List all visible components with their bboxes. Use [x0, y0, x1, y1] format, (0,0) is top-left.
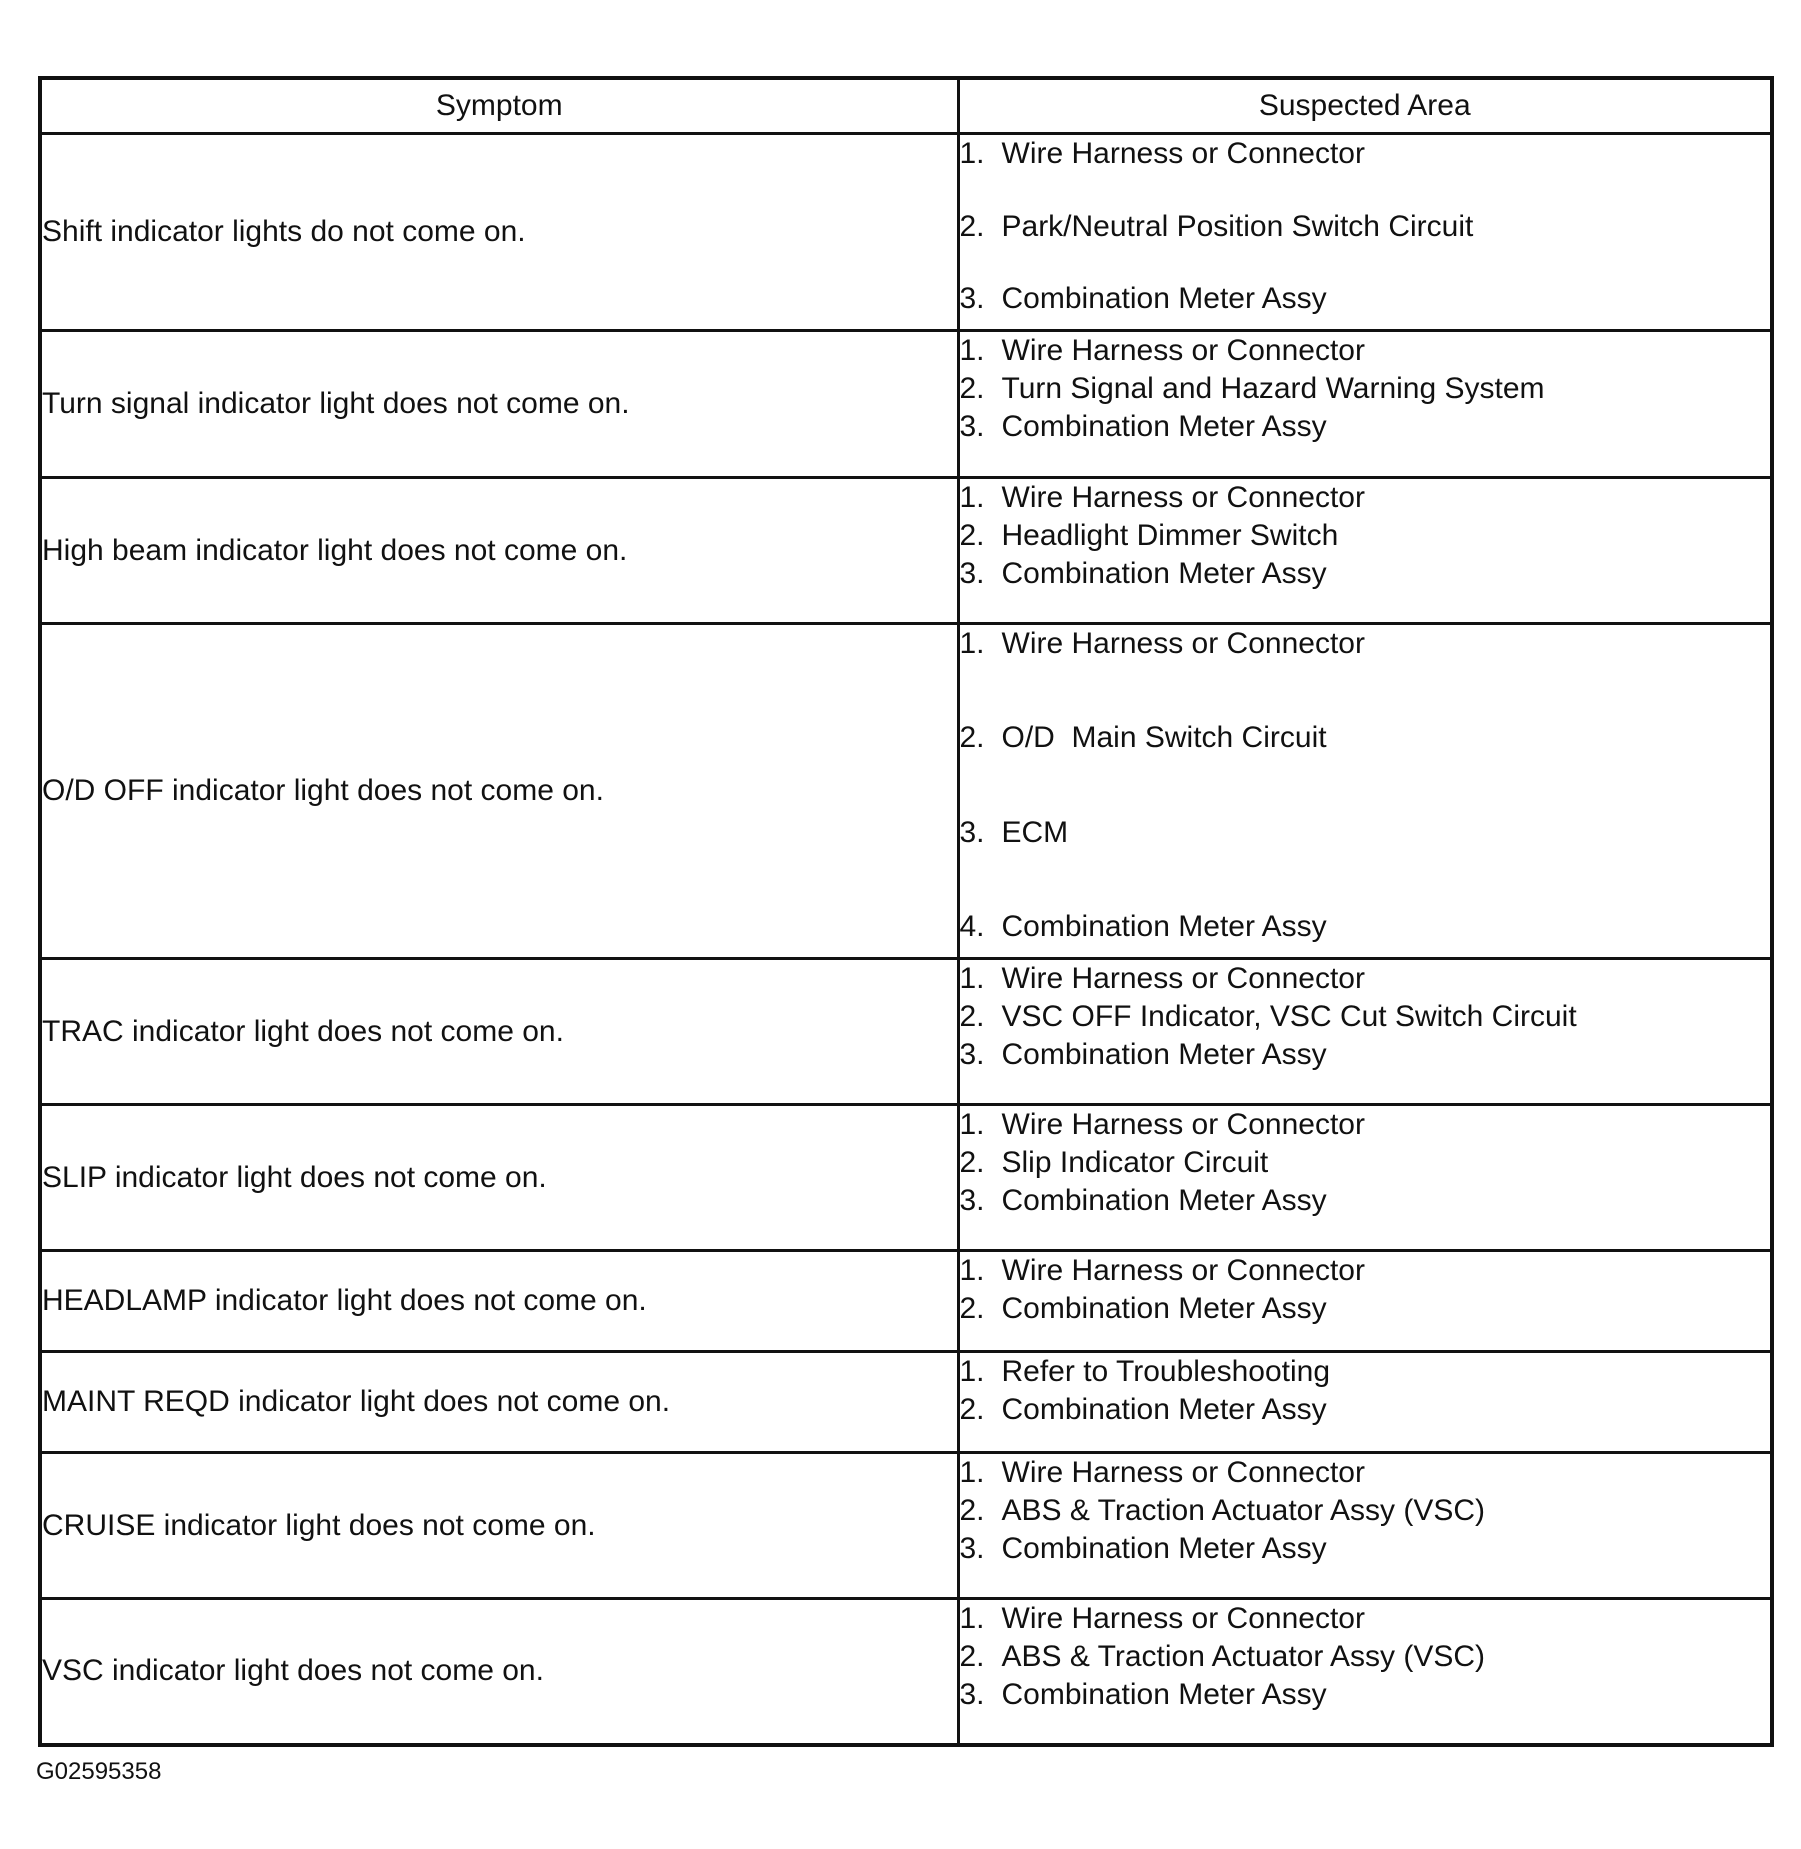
suspected-area-item: [960, 1182, 1771, 1220]
item-number: 2.: [959, 209, 985, 243]
item-text: Wire Harness or Connector: [1001, 1456, 1365, 1489]
suspected-area-list: [960, 625, 1771, 946]
item-text: Combination Meter Assy: [1001, 1184, 1327, 1217]
suspected-area-item: [960, 1638, 1771, 1676]
item-number: 4.: [959, 909, 985, 943]
suspected-area-cell: [958, 1352, 1772, 1453]
item-number: 3.: [959, 815, 985, 849]
item-text: Combination Meter Assy: [1001, 557, 1327, 590]
item-text: Park/Neutral Position Switch Circuit: [1001, 209, 1474, 243]
suspected-area-list: [960, 960, 1771, 1074]
suspected-area-cell: [958, 1453, 1772, 1599]
symptom-cell: SLIP indicator light does not come on.: [40, 1105, 958, 1251]
suspected-area-item: [960, 1676, 1771, 1714]
suspected-area-list: [960, 1252, 1771, 1328]
table-row: [40, 478, 1772, 624]
symptom-cell: O/D OFF indicator light does not come on.: [40, 624, 958, 959]
item-text: O/D Main Switch Circuit: [1001, 721, 1327, 755]
suspected-area-item: [960, 1454, 1771, 1492]
suspected-area-list: [960, 1353, 1771, 1429]
item-number: 1.: [959, 1602, 985, 1635]
item-text: Turn Signal and Hazard Warning System: [1001, 372, 1545, 405]
symptom-cell: CRUISE indicator light does not come on.: [40, 1453, 958, 1599]
suspected-area-item: [960, 370, 1771, 408]
table-row: [40, 331, 1772, 478]
suspected-area-cell: [958, 1599, 1772, 1745]
item-number: 1.: [959, 627, 985, 660]
suspected-area-item: [960, 908, 1771, 946]
item-number: 2.: [959, 1146, 985, 1179]
symptom-column-header: Symptom: [40, 78, 958, 134]
suspected-area-list: [960, 1454, 1771, 1568]
item-text: Wire Harness or Connector: [1001, 962, 1365, 995]
item-number: 2.: [959, 721, 985, 755]
item-text: Combination Meter Assy: [1001, 1292, 1327, 1325]
item-number: 1.: [959, 962, 985, 995]
suspected-area-item: [960, 998, 1771, 1036]
suspected-area-list: [960, 1600, 1771, 1714]
suspected-area-list: [960, 332, 1771, 446]
table-row: [40, 1105, 1772, 1251]
item-number: 3.: [959, 410, 985, 443]
item-text: Wire Harness or Connector: [1001, 481, 1365, 514]
suspected-area-item: [960, 1106, 1771, 1144]
suspected-area-item: [960, 625, 1771, 663]
problem-symptoms-table: [38, 76, 1774, 1747]
suspected-area-item: [960, 1144, 1771, 1182]
item-text: VSC OFF Indicator, VSC Cut Switch Circuit: [1001, 1000, 1577, 1033]
item-number: 2.: [959, 372, 985, 405]
item-number: 1.: [959, 481, 985, 514]
item-text: ABS & Traction Actuator Assy (VSC): [1001, 1640, 1486, 1673]
suspected-area-item: [960, 1391, 1771, 1429]
item-text: Combination Meter Assy: [1001, 909, 1327, 943]
suspected-area-item: [960, 332, 1771, 370]
symptom-cell: MAINT REQD indicator light does not come on.: [40, 1352, 958, 1453]
suspected-area-cell: [958, 134, 1772, 331]
suspected-area-item: [960, 960, 1771, 998]
item-text: Combination Meter Assy: [1001, 1678, 1327, 1711]
symptom-cell: VSC indicator light does not come on.: [40, 1599, 958, 1745]
suspected-area-item: [960, 1036, 1771, 1074]
suspected-area-item: [960, 135, 1771, 173]
item-text: ABS & Traction Actuator Assy (VSC): [1001, 1494, 1486, 1527]
suspected-area-cell: [958, 959, 1772, 1105]
suspected-area-item: [960, 1252, 1771, 1290]
item-text: Refer to Troubleshooting: [1001, 1355, 1331, 1388]
suspected-area-column-header: Suspected Area: [958, 78, 1772, 134]
suspected-area-item: [960, 280, 1771, 318]
item-text: Wire Harness or Connector: [1001, 1602, 1365, 1635]
table-row: [40, 959, 1772, 1105]
suspected-area-item: [960, 1290, 1771, 1328]
suspected-area-cell: [958, 1105, 1772, 1251]
item-number: 3.: [959, 1184, 985, 1217]
symptom-cell: High beam indicator light does not come on.: [40, 478, 958, 624]
item-number: 2.: [959, 1393, 985, 1426]
item-number: 3.: [959, 557, 985, 590]
table-row: [40, 624, 1772, 959]
suspected-area-item: [960, 1530, 1771, 1568]
item-number: 1.: [959, 334, 985, 367]
item-number: 2.: [959, 519, 985, 552]
item-text: Wire Harness or Connector: [1001, 334, 1365, 367]
suspected-area-cell: [958, 624, 1772, 959]
item-text: Wire Harness or Connector: [1001, 1108, 1365, 1141]
suspected-area-item: [960, 479, 1771, 517]
item-text: Wire Harness or Connector: [1001, 137, 1365, 170]
symptom-cell: TRAC indicator light does not come on.: [40, 959, 958, 1105]
item-number: 2.: [959, 1494, 985, 1527]
suspected-area-item: [960, 517, 1771, 555]
item-number: 2.: [959, 1292, 985, 1325]
suspected-area-list: [960, 1106, 1771, 1220]
item-number: 1.: [959, 1456, 985, 1489]
item-number: 3.: [959, 282, 985, 315]
suspected-area-item: [960, 814, 1771, 852]
item-number: 1.: [959, 1355, 985, 1388]
item-text: Wire Harness or Connector: [1001, 1254, 1365, 1287]
item-text: Combination Meter Assy: [1001, 1532, 1327, 1565]
suspected-area-item: [960, 1600, 1771, 1638]
table-header-row: [40, 78, 1772, 134]
suspected-area-item: [960, 408, 1771, 446]
figure-id: G02595358: [36, 1758, 162, 1785]
table-row: [40, 1453, 1772, 1599]
suspected-area-list: [960, 479, 1771, 593]
symptom-cell: Turn signal indicator light does not come on.: [40, 331, 958, 478]
table-row: [40, 1599, 1772, 1745]
symptom-cell: Shift indicator lights do not come on.: [40, 134, 958, 331]
item-text: ECM: [1001, 815, 1069, 849]
item-number: 2.: [959, 1000, 985, 1033]
item-number: 1.: [959, 1254, 985, 1287]
table-row: [40, 1352, 1772, 1453]
item-number: 1.: [959, 137, 985, 170]
item-number: 3.: [959, 1532, 985, 1565]
suspected-area-list: [960, 135, 1771, 318]
suspected-area-item: [960, 1492, 1771, 1530]
item-number: 2.: [959, 1640, 985, 1673]
symptom-cell: HEADLAMP indicator light does not come on.: [40, 1251, 958, 1352]
item-number: 3.: [959, 1678, 985, 1711]
item-text: Combination Meter Assy: [1001, 410, 1327, 443]
table-row: [40, 134, 1772, 331]
item-text: Headlight Dimmer Switch: [1001, 519, 1339, 552]
item-number: 3.: [959, 1038, 985, 1071]
suspected-area-cell: [958, 1251, 1772, 1352]
item-text: Wire Harness or Connector: [1001, 627, 1365, 660]
item-number: 1.: [959, 1108, 985, 1141]
suspected-area-item: [960, 208, 1771, 246]
item-text: Slip Indicator Circuit: [1001, 1146, 1269, 1179]
item-text: Combination Meter Assy: [1001, 1038, 1327, 1071]
suspected-area-item: [960, 719, 1771, 757]
item-text: Combination Meter Assy: [1001, 1393, 1327, 1426]
item-text: Combination Meter Assy: [1001, 282, 1327, 315]
table-row: [40, 1251, 1772, 1352]
suspected-area-cell: [958, 478, 1772, 624]
suspected-area-cell: [958, 331, 1772, 478]
suspected-area-item: [960, 555, 1771, 593]
suspected-area-item: [960, 1353, 1771, 1391]
